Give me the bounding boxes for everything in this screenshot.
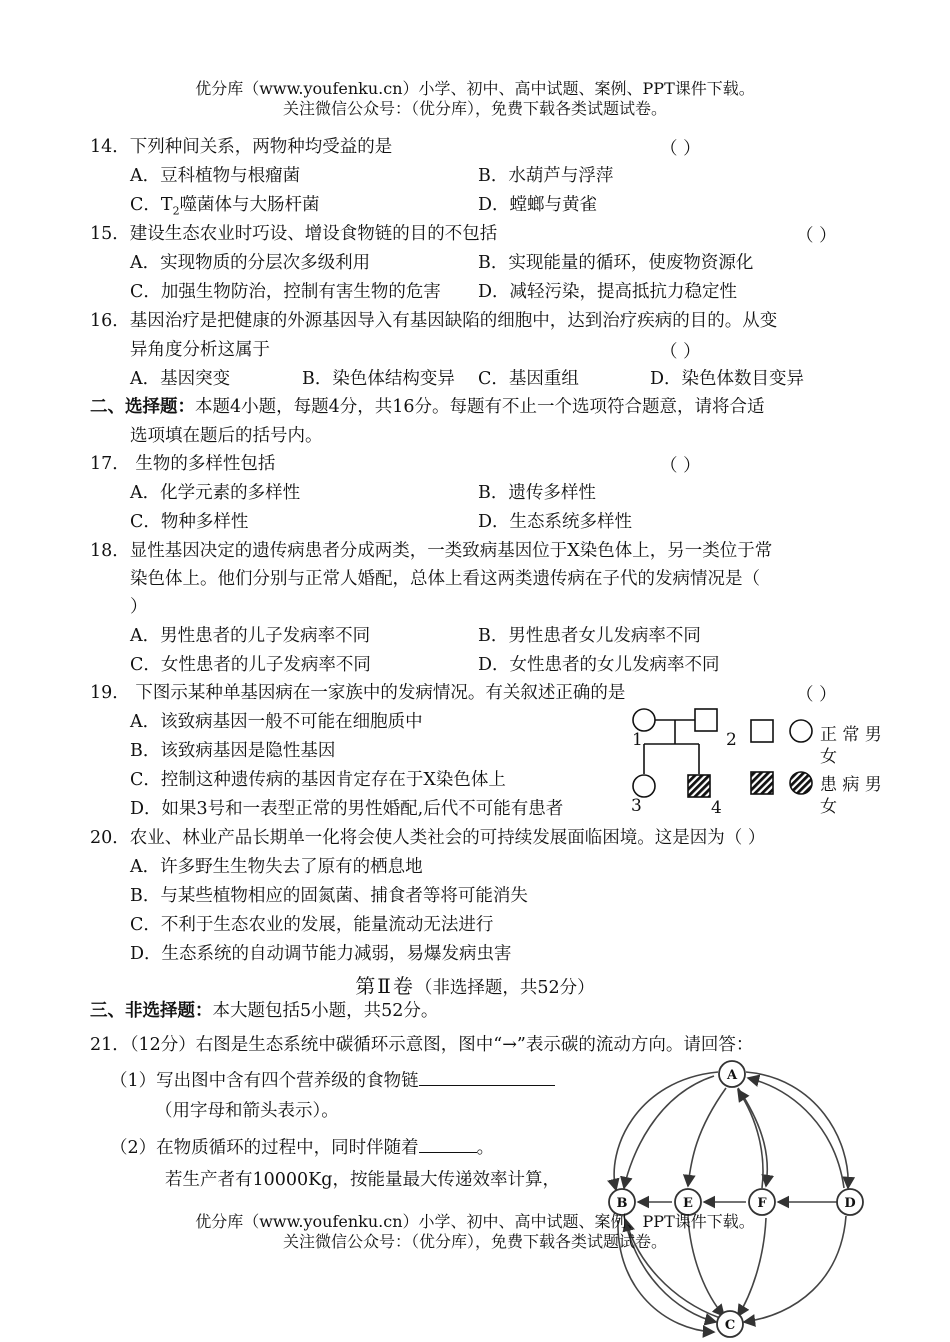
- q19-option-d: D．如果3号和一表型正常的男性婚配,后代不可能有患者: [130, 799, 564, 819]
- q21-blank-1[interactable]: [419, 1067, 555, 1086]
- q16-option-a: A．基因突变: [130, 369, 231, 389]
- q20-option-a: A．许多野生生物失去了原有的栖息地: [130, 857, 423, 877]
- legend-normal-female: [790, 720, 812, 742]
- node-a-label: A: [726, 1068, 738, 1083]
- q16-option-d: D．染色体数目变异: [650, 369, 805, 389]
- q15-option-c: C．加强生物防治，控制有害生物的危害: [130, 282, 441, 302]
- q14-option-b: B．水葫芦与浮萍: [478, 166, 614, 186]
- q15-option-a: A．实现物质的分层次多级利用: [130, 253, 371, 273]
- section2-text-2: 选项填在题后的括号内。: [130, 426, 323, 446]
- q17-option-a: A．化学元素的多样性: [130, 483, 301, 503]
- node-c-label: C: [724, 1318, 736, 1333]
- carbon-cycle-diagram: [596, 1060, 876, 1340]
- q15-option-d: D．减轻污染，提高抵抗力稳定性: [478, 282, 738, 302]
- q19-option-a: A．该致病基因一般不可能在细胞质中: [130, 712, 423, 732]
- legend-affected-female: [790, 772, 812, 794]
- pedigree-label-3: 3: [631, 796, 642, 816]
- q21-part-1-note: （用字母和箭头表示）。: [155, 1101, 339, 1121]
- q14-stem: 14．下列种间关系，两物种均受益的是: [90, 137, 393, 157]
- pedigree-label-2: 2: [726, 730, 737, 750]
- legend-affected-male: [751, 772, 773, 794]
- q16-option-b: B．染色体结构变异: [302, 369, 455, 389]
- q20-option-c: C．不利于生态农业的发展，能量流动无法进行: [130, 915, 494, 935]
- legend-normal-male: [751, 720, 773, 742]
- q15-stem: 15．建设生态农业时巧设、增设食物链的目的不包括: [90, 224, 498, 244]
- q14-option-d: D．螳螂与黄雀: [478, 195, 598, 215]
- q17-paren: （ ）: [660, 456, 701, 476]
- q16-stem-1: 16．基因治疗是把健康的外源基因导入有基因缺陷的细胞中，达到治疗疾病的目的。从变: [90, 311, 778, 331]
- q17-option-b: B．遗传多样性: [478, 483, 596, 503]
- q18-stem-3: ）: [130, 597, 148, 617]
- legend-affected-label-2: 女: [820, 797, 837, 817]
- section2-heading: 二、选择题：本题4小题，每题4分，共16分。每题有不止一个选项符合题意，请将合适: [90, 397, 765, 417]
- q14-option-a: A．豆科植物与根瘤菌: [130, 166, 301, 186]
- node-e-label: E: [683, 1196, 693, 1211]
- node-f-label: F: [757, 1196, 767, 1211]
- q18-option-d: D．女性患者的女儿发病率不同: [478, 655, 720, 675]
- q14-option-c: C．$T_2$噬菌体与大肠杆菌: [130, 195, 320, 218]
- q19-paren: （ ）: [796, 685, 837, 705]
- q16-stem-2: 异角度分析这属于: [130, 340, 270, 360]
- q21-part-2: （2）在物质循环的过程中，同时伴随着 。: [110, 1134, 494, 1160]
- legend-normal-label-1: 正 常 男: [820, 725, 882, 745]
- header-line-2: 关注微信公众号：（优分库），免费下载各类试题试卷。: [282, 99, 667, 118]
- legend-affected-label-1: 患 病 男: [820, 775, 882, 795]
- q20-stem: 20．农业、林业产品长期单一化将会使人类社会的可持续发展面临困境。这是因为（ ）: [90, 828, 766, 848]
- q19-option-b: B．该致病基因是隐性基因: [130, 741, 336, 761]
- q18-stem-1: 18．显性基因决定的遗传病患者分成两类，一类致病基因位于X染色体上，另一类位于常: [90, 541, 773, 561]
- q14-paren: （ ）: [660, 139, 701, 159]
- q18-option-c: C．女性患者的儿子发病率不同: [130, 655, 371, 675]
- q21-stem: 21．（12分）右图是生态系统中碳循环示意图，图中“→”表示碳的流动方向。请回答：: [90, 1035, 754, 1055]
- q19-option-c: C．控制这种遗传病的基因肯定存在于X染色体上: [130, 770, 506, 790]
- pedigree-individual-1: [633, 709, 655, 731]
- q18-stem-2: 染色体上。他们分别与正常人婚配，总体上看这两类遗传病在子代的发病情况是（: [130, 569, 760, 589]
- part2-title: 第Ⅱ卷（非选择题，共52分）: [355, 974, 595, 998]
- q16-paren: （ ）: [660, 342, 701, 362]
- pedigree-individual-2: [695, 709, 717, 731]
- pedigree-label-1: 1: [632, 730, 643, 750]
- node-d-label: D: [844, 1196, 856, 1211]
- q16-option-c: C．基因重组: [478, 369, 579, 389]
- q17-option-c: C．物种多样性: [130, 512, 249, 532]
- pedigree-label-4: 4: [711, 798, 722, 818]
- q17-stem: 17． 生物的多样性包括: [90, 454, 276, 474]
- q20-option-b: B．与某些植物相应的固氮菌、捕食者等将可能消失: [130, 886, 528, 906]
- node-b-label: B: [616, 1196, 628, 1211]
- q20-option-d: D．生态系统的自动调节能力减弱，易爆发病虫害: [130, 944, 512, 964]
- legend-normal-label-2: 女: [820, 747, 837, 767]
- q21-part-1: （1）写出图中含有四个营养级的食物链: [110, 1067, 555, 1093]
- header-line-1: 优分库（www.youfenku.cn）小学、初中、高中试题、案例、PPT课件下载。: [195, 79, 755, 98]
- q18-option-b: B．男性患者女儿发病率不同: [478, 626, 701, 646]
- pedigree-individual-3: [633, 775, 655, 797]
- q15-option-b: B．实现能量的循环，使废物资源化: [478, 253, 754, 273]
- q15-paren: （ ）: [796, 226, 837, 246]
- q19-stem: 19． 下图示某种单基因病在一家族中的发病情况。有关叙述正确的是: [90, 683, 626, 703]
- footer-line-2: 关注微信公众号：（优分库），免费下载各类试题试卷。: [282, 1232, 667, 1251]
- q18-option-a: A．男性患者的儿子发病率不同: [130, 626, 371, 646]
- q17-option-d: D．生态系统多样性: [478, 512, 633, 532]
- q21-part-2-line-2: 若生产者有10000Kg，按能量最大传递效率计算，: [165, 1170, 560, 1190]
- footer-line-1: 优分库（www.youfenku.cn）小学、初中、高中试题、案例、PPT课件下载。: [195, 1212, 755, 1231]
- q21-blank-2[interactable]: [419, 1134, 477, 1153]
- section3-heading: 三、非选择题：本大题包括5小题，共52分。: [90, 1001, 439, 1021]
- pedigree-individual-4: [688, 775, 710, 797]
